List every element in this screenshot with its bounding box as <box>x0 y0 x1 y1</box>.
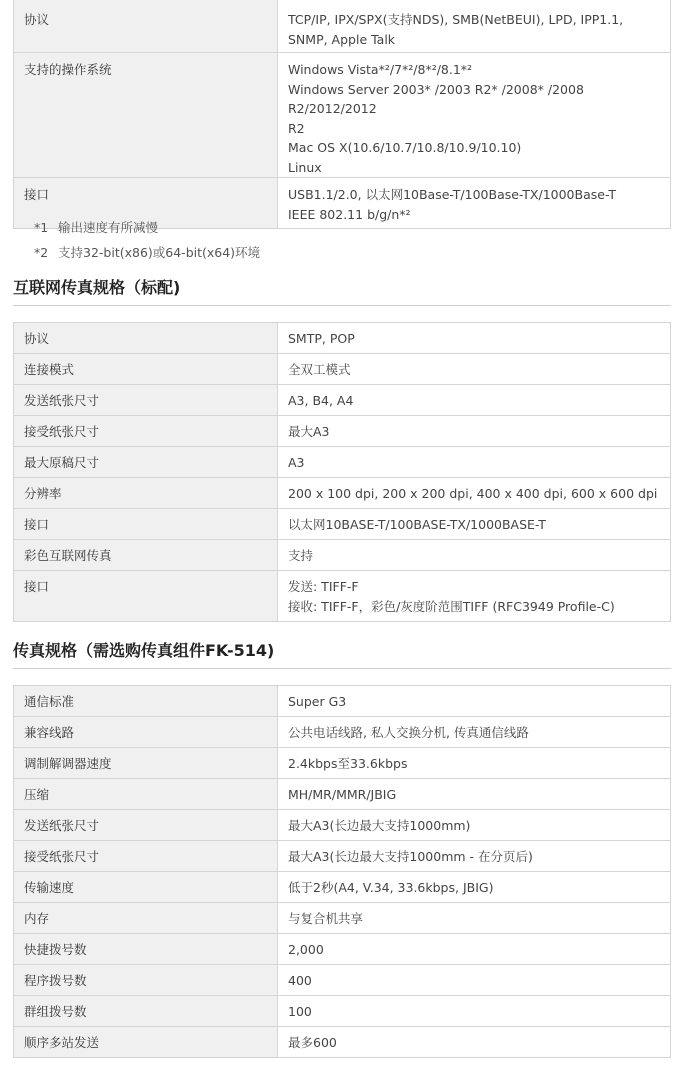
footnote-mark: *1 <box>34 220 49 235</box>
spec-value: 最大A3(长边最大支持1000mm - 在分页后) <box>278 841 671 872</box>
spec-label: 分辨率 <box>14 478 278 509</box>
footnote-text: 输出速度有所减慢 <box>58 220 159 235</box>
table-row <box>14 571 671 622</box>
spec-value: 400 <box>278 965 671 996</box>
table-row <box>14 841 671 872</box>
spec-label: 连接模式 <box>14 354 278 385</box>
spec-value: 最大A3(长边最大支持1000mm) <box>278 810 671 841</box>
table-row <box>14 748 671 779</box>
spec-table-fax <box>13 685 671 1058</box>
spec-label: 压缩 <box>14 779 278 810</box>
table-row <box>14 0 671 53</box>
spec-value: 低于2秒(A4, V.34, 33.6kbps, JBIG) <box>278 872 671 903</box>
table-row <box>14 478 671 509</box>
section-title-fax: 传真规格（需选购传真组件FK-514) <box>13 640 671 669</box>
spec-label: 传输速度 <box>14 872 278 903</box>
spec-label: 支持的操作系统 <box>14 53 278 178</box>
section-title-internet-fax: 互联网传真规格（标配) <box>13 277 671 306</box>
table-row <box>14 779 671 810</box>
spec-value: 与复合机共享 <box>278 903 671 934</box>
table-row <box>14 53 671 178</box>
spec-value: A3, B4, A4 <box>278 385 671 416</box>
spec-value: Windows Vista*²/7*²/8*²/8.1*² Windows Server 2003* /2003 R2* /2008* /2008 R2/2012/2012 R2 Mac OS X(10.6/10.7/10.8/10.9/10.10) Linux <box>278 53 671 178</box>
spec-label: 发送纸张尺寸 <box>14 385 278 416</box>
spec-value: 100 <box>278 996 671 1027</box>
table-row <box>14 717 671 748</box>
spec-label: 通信标准 <box>14 686 278 717</box>
table-row <box>14 385 671 416</box>
spec-value: USB1.1/2.0, 以太网10Base-T/100Base-TX/1000Base-T IEEE 802.11 b/g/n*² <box>278 178 671 229</box>
table-row <box>14 903 671 934</box>
spec-value: 以太网10BASE-T/100BASE-TX/1000BASE-T <box>278 509 671 540</box>
spec-label: 接口 <box>14 571 278 622</box>
table-row <box>14 872 671 903</box>
table-row <box>14 996 671 1027</box>
spec-value: 2,000 <box>278 934 671 965</box>
spec-label: 内存 <box>14 903 278 934</box>
spec-label: 发送纸张尺寸 <box>14 810 278 841</box>
spec-value: TCP/IP, IPX/SPX(支持NDS), SMB(NetBEUI), LPD, IPP1.1, SNMP, Apple Talk <box>278 0 671 53</box>
footnote-mark: *2 <box>34 245 49 260</box>
spec-label: 调制解调器速度 <box>14 748 278 779</box>
table-row <box>14 540 671 571</box>
spec-value: 公共电话线路, 私人交换分机, 传真通信线路 <box>278 717 671 748</box>
table-row <box>14 810 671 841</box>
table-row <box>14 447 671 478</box>
spec-label: 接受纸张尺寸 <box>14 416 278 447</box>
spec-label: 快捷拨号数 <box>14 934 278 965</box>
spec-value: MH/MR/MMR/JBIG <box>278 779 671 810</box>
spec-value: 2.4kbps至33.6kbps <box>278 748 671 779</box>
spec-label: 群组拨号数 <box>14 996 278 1027</box>
spec-value: 最大A3 <box>278 416 671 447</box>
table-row <box>14 509 671 540</box>
spec-value: SMTP, POP <box>278 323 671 354</box>
spec-label: 最大原稿尺寸 <box>14 447 278 478</box>
spec-label: 顺序多站发送 <box>14 1027 278 1058</box>
spec-label: 协议 <box>14 323 278 354</box>
spec-label: 接口 <box>14 178 278 229</box>
table-row <box>14 934 671 965</box>
spec-value: 全双工模式 <box>278 354 671 385</box>
spec-label: 接口 <box>14 509 278 540</box>
spec-label: 接受纸张尺寸 <box>14 841 278 872</box>
spec-label: 程序拨号数 <box>14 965 278 996</box>
spec-table-connectivity <box>13 0 671 229</box>
spec-value: A3 <box>278 447 671 478</box>
table-row <box>14 686 671 717</box>
table-row <box>14 1027 671 1058</box>
spec-value: 发送: TIFF-F 接收: TIFF-F，彩色/灰度阶范围TIFF (RFC3949 Profile-C) <box>278 571 671 622</box>
table-row <box>14 354 671 385</box>
spec-label: 兼容线路 <box>14 717 278 748</box>
spec-table-internet-fax <box>13 322 671 622</box>
footnote-text: 支持32-bit(x86)或64-bit(x64)环境 <box>58 245 261 260</box>
spec-value: 最多600 <box>278 1027 671 1058</box>
footnote-1 <box>34 218 158 238</box>
spec-label: 协议 <box>14 0 278 53</box>
table-row <box>14 416 671 447</box>
spec-label: 彩色互联网传真 <box>14 540 278 571</box>
table-row <box>14 965 671 996</box>
footnote-2 <box>34 243 260 263</box>
spec-value: Super G3 <box>278 686 671 717</box>
spec-value: 200 x 100 dpi, 200 x 200 dpi, 400 x 400 dpi, 600 x 600 dpi <box>278 478 671 509</box>
table-row <box>14 323 671 354</box>
spec-value: 支持 <box>278 540 671 571</box>
